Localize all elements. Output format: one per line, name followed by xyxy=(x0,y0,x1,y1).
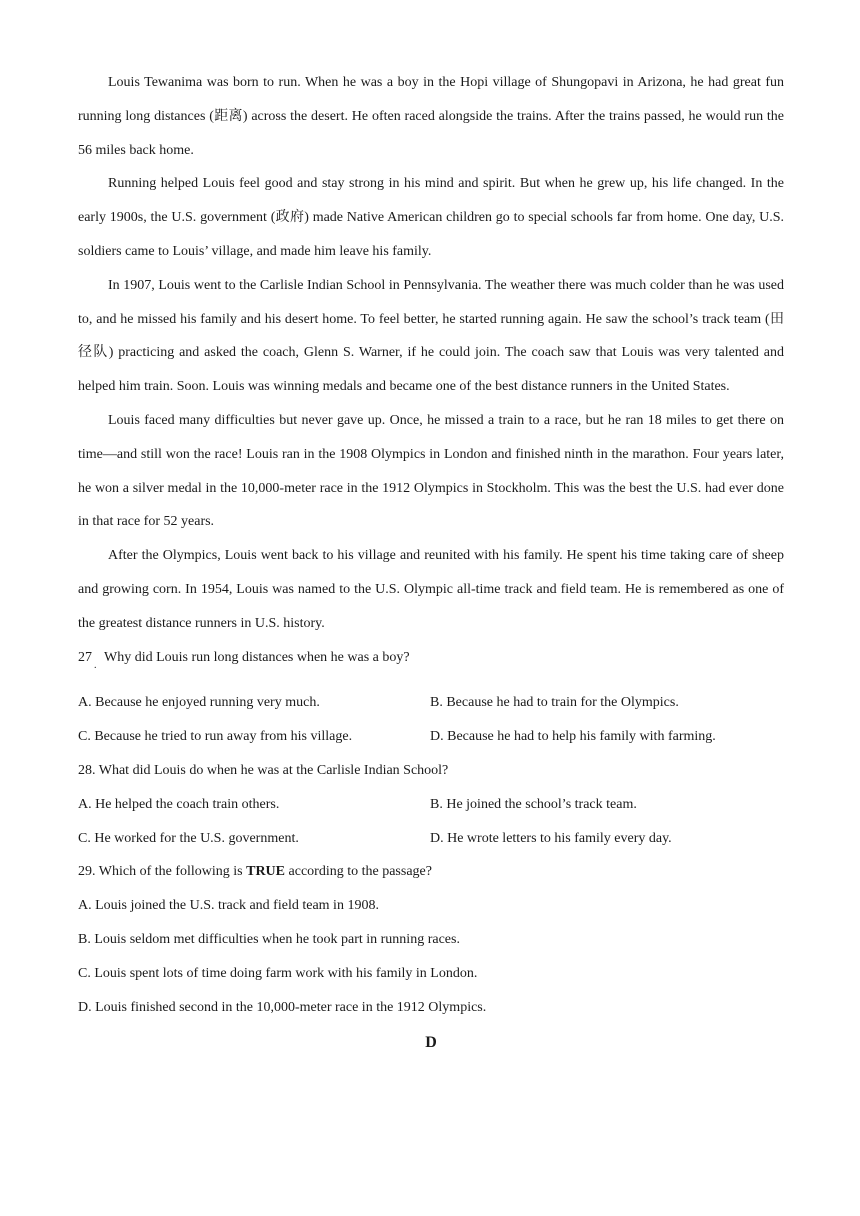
question-27-options-row-2 xyxy=(78,720,784,754)
question-27-options-row-1 xyxy=(78,686,784,720)
question-29-text-before: 29. Which of the following is xyxy=(78,864,247,880)
question-29-option-b: B. Louis seldom met difficulties when he took part in running races. xyxy=(78,931,460,947)
question-29-option-d: D. Louis finished second in the 10,000-meter race in the 1912 Olympics. xyxy=(78,999,487,1015)
question-29-option-a: A. Louis joined the U.S. track and field team in 1908. xyxy=(78,898,379,914)
question-28-option-d: D. He wrote letters to his family every day. xyxy=(430,830,672,846)
document-page xyxy=(78,66,784,1060)
question-29-option-c: C. Louis spent lots of time doing farm work with his family in London. xyxy=(78,965,478,981)
question-27-option-a: A. Because he enjoyed running very much. xyxy=(78,695,320,711)
question-28-option-c: C. He worked for the U.S. government. xyxy=(78,830,299,846)
passage-paragraph-5: After the Olympics, Louis went back to his village and reunited with his family. He spent his time taking care of sheep and growing corn. In 1954, Louis was named to the U.S. Olympic all-time track and field team. He is remembered as one of the greatest distance runners in U.S. history. xyxy=(78,548,784,631)
question-28-options-row-1 xyxy=(78,788,784,822)
question-28-option-a: A. He helped the coach train others. xyxy=(78,796,280,812)
section-label: D xyxy=(425,1034,437,1052)
question-27-tick-mark: . xyxy=(94,659,97,671)
passage-paragraph-3: In 1907, Louis went to the Carlisle Indian School in Pennsylvania. The weather there was much colder than he was used to, and he missed his family and his desert home. To feel better, he started running again. He saw the school’s track team (田径队) practicing and asked the coach, Glenn S. Warner, if he could join. The coach saw that Louis was very talented and helped him train. Soon. Louis was winning medals and became one of the best distance runners in the United States. xyxy=(78,277,784,395)
question-28: 28. What did Louis do when he was at the Carlisle Indian School? xyxy=(78,762,449,778)
question-27-option-c: C. Because he tried to run away from his village. xyxy=(78,729,353,745)
question-28-options-row-2 xyxy=(78,822,784,856)
question-29-bold-word: TRUE xyxy=(246,864,286,880)
question-28-option-b: B. He joined the school’s track team. xyxy=(430,796,637,812)
question-27-text: Why did Louis run long distances when he was a boy? xyxy=(104,649,410,665)
question-27 xyxy=(78,641,784,675)
question-29 xyxy=(78,855,784,889)
question-27-option-b: B. Because he had to train for the Olympics. xyxy=(430,695,679,711)
question-27-number: 27 xyxy=(78,649,92,665)
question-29-text-after: according to the passage? xyxy=(285,864,432,880)
question-27-option-d: D. Because he had to help his family with farming. xyxy=(430,729,716,745)
passage-paragraph-4: Louis faced many difficulties but never gave up. Once, he missed a train to a race, but he ran 18 miles to get there on time—and still won the race! Louis ran in the 1908 Olympics in London and finished ninth in the marathon. Four years later, he won a silver medal in the 10,000-meter race in the 1912 Olympics in Stockholm. This was the best the U.S. had ever done in that race for 52 years. xyxy=(78,412,784,530)
passage-paragraph-2: Running helped Louis feel good and stay strong in his mind and spirit. But when he grew up, his life changed. In the early 1900s, the U.S. government (政府) made Native American children go to special schools far from home. One day, U.S. soldiers came to Louis’ village, and made him leave his family. xyxy=(78,176,784,259)
passage-paragraph-1: Louis Tewanima was born to run. When he was a boy in the Hopi village of Shungopavi in Arizona, he had great fun running long distances (距离) across the desert. He often raced alongside the trains. After the trains passed, he would run the 56 miles back home. xyxy=(78,75,784,158)
